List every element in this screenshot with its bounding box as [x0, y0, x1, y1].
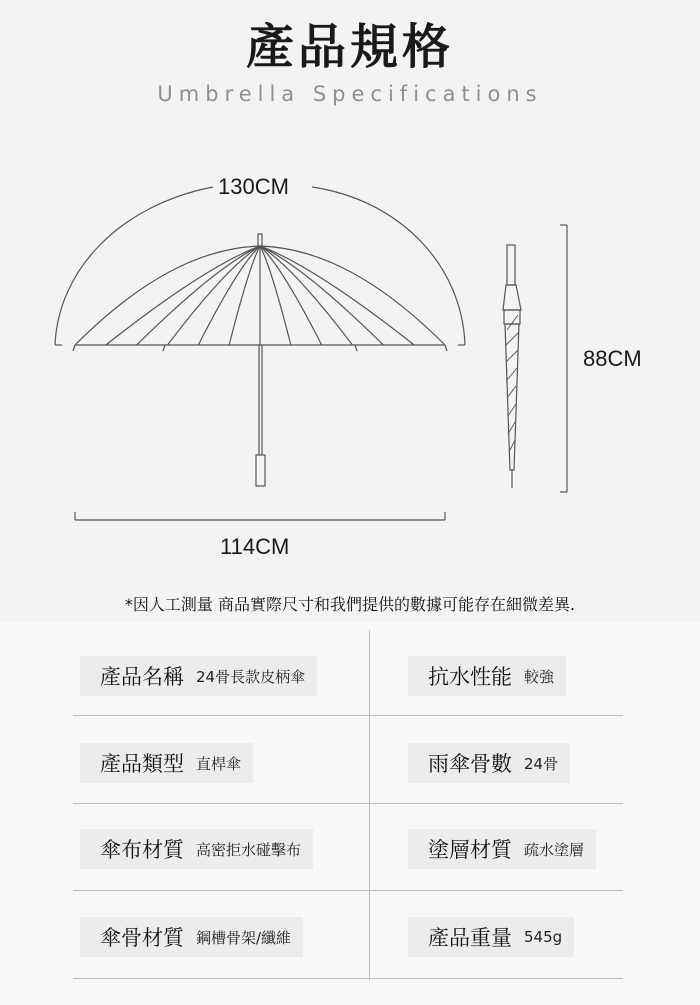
- spec-label: 抗水性能: [428, 665, 512, 689]
- spec-item: [80, 656, 317, 696]
- spec-value: 545g: [524, 928, 563, 946]
- spec-item: [408, 829, 596, 869]
- spec-label: 傘骨材質: [100, 926, 184, 950]
- spec-item: [408, 656, 566, 696]
- spec-item: [408, 917, 574, 957]
- canopy-rib: [260, 246, 353, 345]
- spec-value: 直桿傘: [196, 754, 242, 773]
- span-dimension-label: 114CM: [220, 534, 290, 559]
- width-arc: [55, 187, 213, 345]
- spec-value: 24骨長款皮柄傘: [196, 667, 306, 686]
- spec-item: [80, 743, 253, 783]
- spec-label: 雨傘骨數: [428, 752, 512, 776]
- spec-value: 較強: [524, 667, 555, 686]
- spec-value: 24骨: [524, 754, 559, 773]
- spec-label: 產品名稱: [100, 665, 184, 689]
- umbrella-diagram: [0, 160, 700, 530]
- canopy-rib: [260, 246, 414, 345]
- open-umbrella: [73, 234, 447, 486]
- spec-table: [0, 622, 700, 1005]
- spec-label: 塗層材質: [428, 838, 512, 862]
- spec-label: 產品類型: [100, 752, 184, 776]
- handle: [256, 455, 265, 486]
- page-title: 產品規格: [245, 19, 454, 75]
- canopy-rib: [168, 246, 261, 345]
- spec-label: 傘布材質: [100, 838, 184, 862]
- table-divider: [73, 803, 623, 804]
- spec-value: 疏水塗層: [524, 840, 585, 859]
- page-subtitle: Umbrella Specifications: [157, 82, 543, 106]
- measurement-note: *因人工測量 商品實際尺寸和我們提供的數據可能存在細微差異.: [124, 595, 576, 614]
- table-divider: [369, 630, 370, 980]
- spec-item: [80, 829, 313, 869]
- spec-label: 產品重量: [428, 926, 512, 950]
- height-dimension-label: 88CM: [583, 346, 642, 371]
- table-divider: [73, 715, 623, 716]
- canopy-ribs: [106, 246, 414, 345]
- table-divider: [73, 978, 623, 979]
- table-divider: [73, 890, 623, 891]
- canopy-rib: [106, 246, 260, 345]
- height-bracket: [560, 225, 567, 492]
- width-arc: [312, 187, 465, 345]
- span-bracket: [75, 512, 445, 520]
- spec-value: 鋼槽骨架/纖維: [196, 928, 292, 947]
- closed-umbrella: [503, 245, 521, 488]
- spec-value: 高密拒水碰擊布: [196, 840, 302, 859]
- spec-item: [408, 743, 570, 783]
- width-dimension-label: 130CM: [218, 174, 289, 199]
- spec-item: [80, 917, 303, 957]
